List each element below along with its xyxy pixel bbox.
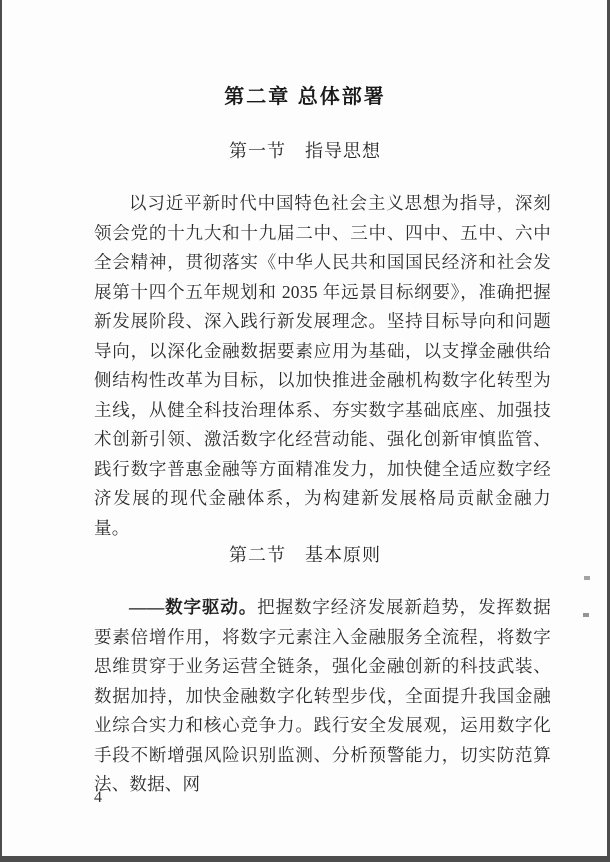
principle-lead-digital-drive: ——数字驱动。 bbox=[129, 597, 258, 617]
paragraph-guiding-ideology: 以习近平新时代中国特色社会主义思想为指导，深刻领会党的十九大和十九届二中、三中、四中、五中、六中全会精神，贯彻落实《中华人民共和国国民经济和社会发展第十四个五年规划和 2035 年远景目标纲要》，准确把握新发展阶段、深入践行新发展理念。坚持目标导向和问题导向，以深化金融数据要素应用为基础，以支撑金融供给侧结构性改革为目标，以加快推进金融机构数字化转型为主线，从健全科技治理体系、夯实数字基础底座、加强技术创新引领、激活数字化经营动能、强化创新审慎监管、践行数字普惠金融等方面精准发力，加快健全适应数字经济发展的现代金融体系，为构建新发展格局贡献金融力量。 bbox=[94, 193, 551, 538]
section-title-basic-principles: 第二节 基本原则 bbox=[229, 545, 381, 565]
principle-body-text: 把握数字经济发展新趋势，发挥数据要素倍增作用，将数字元素注入金融服务全流程，将数字思维贯穿于业务运营全链条，强化金融创新的科技武装、数据加持，加快金融数字化转型步伐，全面提升我国金融业综合实力和核心竞争力。践行安全发展观，运用数字化手段不断增强风险识别监测、分析预警能力，切实防范算法、数据、网 bbox=[94, 597, 551, 794]
section-title-guiding-ideology: 第一节 指导思想 bbox=[229, 141, 381, 161]
scan-speck bbox=[584, 576, 590, 580]
chapter-title: 第二章 总体部署 bbox=[224, 86, 386, 108]
scan-speck bbox=[583, 613, 589, 617]
paragraph-basic-principles bbox=[94, 593, 551, 800]
scan-edge-left bbox=[0, 0, 2, 862]
scan-edge-bottom bbox=[0, 856, 610, 862]
page-number: 4 bbox=[94, 789, 102, 806]
